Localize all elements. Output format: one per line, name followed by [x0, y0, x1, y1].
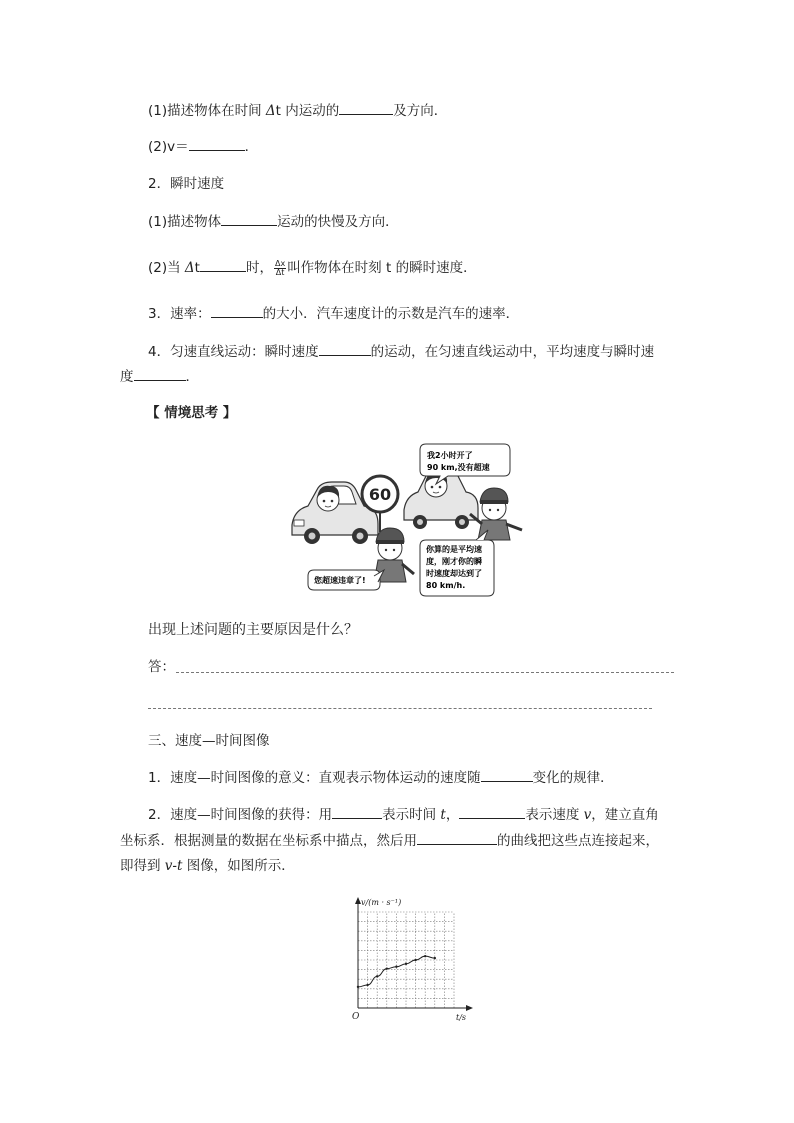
avg-speed-item-2: (2)v＝ ．: [148, 136, 258, 157]
data-point: [395, 966, 397, 968]
fill-blank[interactable]: [221, 211, 277, 226]
section3-item-2-line3: 即得到 v-t 图像，如图所示．: [120, 858, 295, 874]
data-point: [414, 959, 416, 961]
fill-blank[interactable]: [417, 830, 497, 845]
scenario-illustration: [286, 440, 526, 600]
uniform-motion-item: 4．匀速直线运动：瞬时速度 的运动，在匀速直线运动中，平均速度与瞬时速: [148, 341, 654, 362]
fill-blank[interactable]: [339, 100, 393, 115]
data-point: [376, 975, 378, 977]
x-axis-label: t/s: [456, 1013, 467, 1022]
svg-text:90 km,没有超速: 90 km,没有超速: [427, 463, 490, 472]
data-point: [424, 955, 426, 957]
avg-speed-item-1: (1)描述物体在时间 Δt 内运动的 及方向．: [148, 100, 447, 121]
data-point: [386, 967, 388, 969]
svg-text:80 km/h.: 80 km/h.: [426, 581, 466, 590]
driver-left: [317, 486, 339, 511]
origin-label: O: [352, 1012, 360, 1022]
fill-blank[interactable]: [189, 136, 245, 151]
instant-speed-item-1: (1)描述物体 运动的快慢及方向．: [148, 211, 399, 232]
fill-blank[interactable]: [459, 804, 525, 819]
data-point: [405, 963, 407, 965]
svg-text:度，刚才你的瞬: 度，刚才你的瞬: [426, 557, 482, 566]
data-point: [357, 986, 359, 988]
svg-text:60: 60: [368, 485, 392, 504]
fill-blank[interactable]: [319, 341, 371, 356]
police-left-speech-bubble: [308, 570, 384, 590]
instant-speed-item-2: (2)当 Δt 时， $\frac{\Delta x}{\Delta t}$ 叫作物体在时刻 t 的瞬时速度．: [148, 258, 477, 277]
section3-heading: 三、速度—时间图像: [148, 733, 270, 749]
fill-blank[interactable]: [332, 804, 382, 819]
section3-item-2-line1: 2．速度—时间图像的获得：用 表示时间 t， 表示速度 v，建立直角: [148, 804, 659, 825]
svg-text:我2小时开了: 我2小时开了: [427, 451, 473, 460]
answer-line-2[interactable]: [148, 708, 652, 709]
fraction-dx-dt: $\frac{\Delta x}{\Delta t}$: [274, 258, 286, 277]
police-right-speech-bubble: [420, 530, 494, 596]
chart-grid: [358, 912, 454, 1008]
fill-blank[interactable]: [200, 257, 246, 272]
data-point: [434, 957, 436, 959]
answer-label: 答：: [148, 659, 175, 675]
instant-speed-heading: 2．瞬时速度: [148, 176, 225, 192]
fill-blank[interactable]: [134, 366, 186, 381]
uniform-motion-item-line2: 度 ．: [120, 366, 199, 387]
x-axis-arrow: [466, 1005, 473, 1011]
svg-text:你算的是平均速: 你算的是平均速: [426, 545, 482, 554]
question-text: 出现上述问题的主要原因是什么？: [148, 622, 358, 638]
vt-chart: [346, 894, 476, 1024]
rate-item: 3．速率： 的大小．汽车速度计的示数是汽车的速率．: [148, 303, 519, 324]
section3-item-2-line2: 坐标系．根据测量的数据在坐标系中描点，然后用 的曲线把这些点连接起来，: [120, 830, 659, 851]
svg-text:您超速违章了!: 您超速违章了!: [314, 576, 366, 585]
answer-line-1[interactable]: [176, 672, 674, 673]
fill-blank[interactable]: [481, 767, 533, 782]
section3-item-1: 1．速度—时间图像的意义：直观表示物体运动的速度随 变化的规律．: [148, 767, 614, 788]
scenario-heading: 【 情境思考 】: [146, 405, 237, 421]
y-axis-label: v/(m · s⁻¹): [361, 898, 402, 907]
data-point: [366, 984, 368, 986]
fill-blank[interactable]: [211, 303, 263, 318]
svg-text:时速度却达到了: 时速度却达到了: [426, 569, 482, 578]
